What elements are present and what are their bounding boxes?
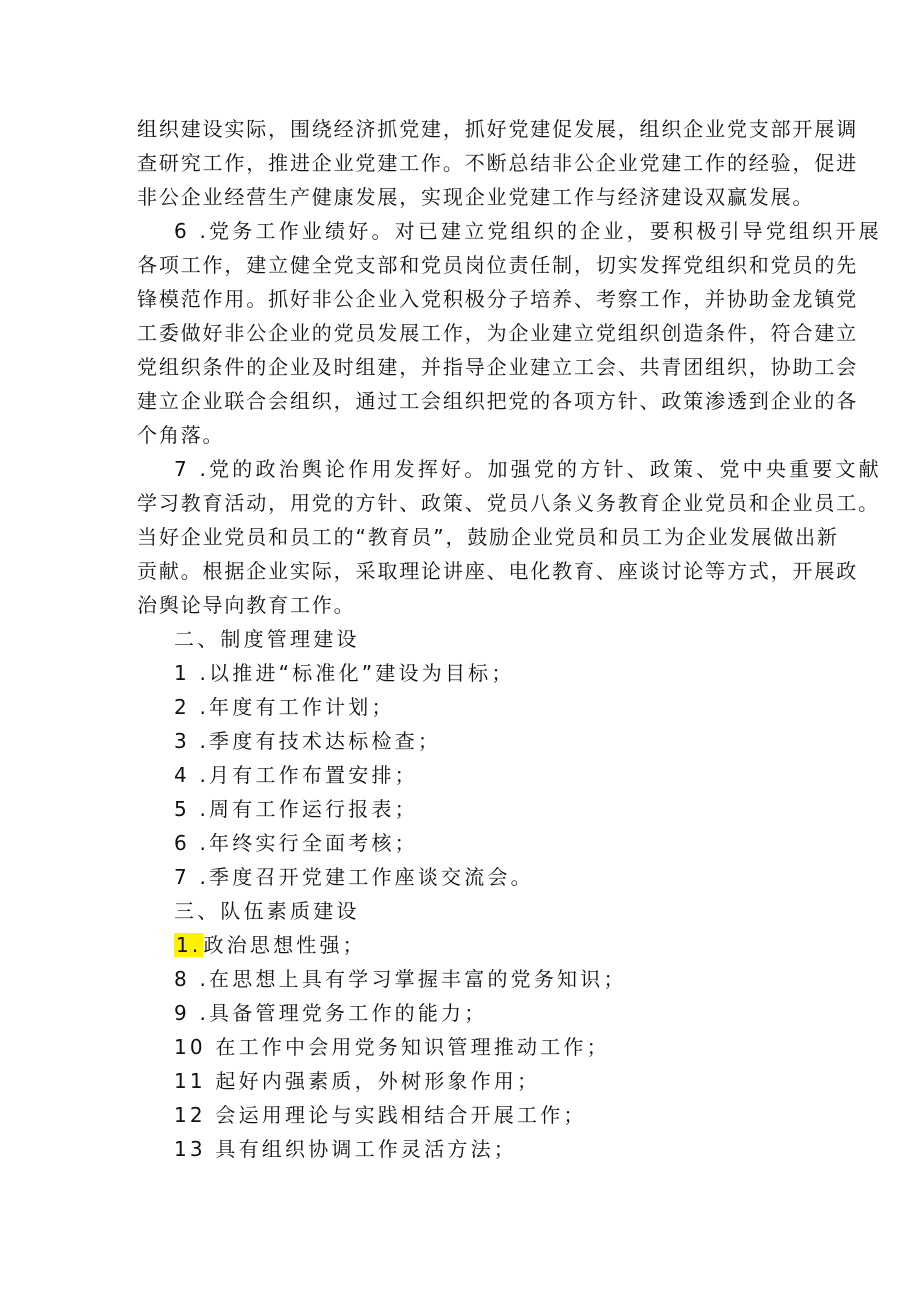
list-item: 8 .在思想上具有学习掌握丰富的党务知识； [174, 967, 627, 991]
paragraph-line: 各项工作，建立健全党支部和党员岗位责任制，切实发挥党组织和党员的先 [137, 253, 859, 277]
list-item: 9 .具备管理党务工作的能力； [174, 1001, 488, 1025]
list-item: 5 .周有工作运行报表； [174, 797, 418, 821]
paragraph-line: 治舆论导向教育工作。 [137, 593, 356, 617]
paragraph-line: 7 .党的政治舆论作用发挥好。加强党的方针、政策、党中央重要文献 [174, 457, 882, 481]
paragraph-line: 组织建设实际，围绕经济抓党建，抓好党建促发展，组织企业党支部开展调 [137, 117, 859, 141]
list-item: 7 .季度召开党建工作座谈交流会。 [174, 865, 534, 889]
paragraph-line: 学习教育活动，用党的方针、政策、党员八条义务教育企业党员和企业员工。 [137, 491, 880, 515]
paragraph-line: 建立企业联合会组织，通过工会组织把党的各项方针、政策渗透到企业的各 [137, 389, 859, 413]
highlighted-number: 1. [176, 933, 202, 957]
list-item-text: 政治思想性强； [203, 933, 366, 957]
paragraph-line: 非公企业经营生产健康发展，实现企业党建工作与经济建设双赢发展。 [137, 185, 815, 209]
paragraph-line: 贡献。根据企业实际，采取理论讲座、电化教育、座谈讨论等方式，开展政 [137, 559, 859, 583]
section-heading: 二、制度管理建设 [174, 627, 360, 651]
list-item: 12 会运用理论与实践相结合开展工作； [174, 1103, 587, 1127]
list-item: 13 具有组织协调工作灵活方法； [174, 1137, 518, 1161]
list-item: 6 .年终实行全面考核； [174, 831, 418, 855]
paragraph-line: 锋模范作用。抓好非公企业入党积极分子培养、考察工作，并协助金龙镇党 [137, 287, 859, 311]
paragraph-line: 党组织条件的企业及时组建，并指导企业建立工会、共青团组织，协助工会 [137, 355, 859, 379]
paragraph-line: 当好企业党员和员工的“教育员”，鼓励企业党员和员工为企业发展做出新 [137, 525, 839, 549]
paragraph-line: 6 .党务工作业绩好。对已建立党组织的企业，要积极引导党组织开展 [174, 219, 882, 243]
paragraph-line: 查研究工作，推进企业党建工作。不断总结非公企业党建工作的经验，促进 [137, 151, 859, 175]
list-item: 4 .月有工作布置安排； [174, 763, 418, 787]
paragraph-line: 个角落。 [137, 423, 225, 447]
paragraph-line: 工委做好非公企业的党员发展工作，为企业建立党组织创造条件，符合建立 [137, 321, 859, 345]
section-heading: 三、队伍素质建设 [174, 899, 360, 923]
list-item: 11 起好内强素质，外树形象作用； [174, 1069, 541, 1093]
list-item-highlighted [174, 928, 366, 962]
list-item: 2 .年度有工作计划； [174, 695, 395, 719]
list-item: 1 .以推进“标准化”建设为目标； [174, 661, 515, 685]
list-item: 10 在工作中会用党务知识管理推动工作； [174, 1035, 610, 1059]
list-item: 3 .季度有技术达标检查； [174, 729, 442, 753]
